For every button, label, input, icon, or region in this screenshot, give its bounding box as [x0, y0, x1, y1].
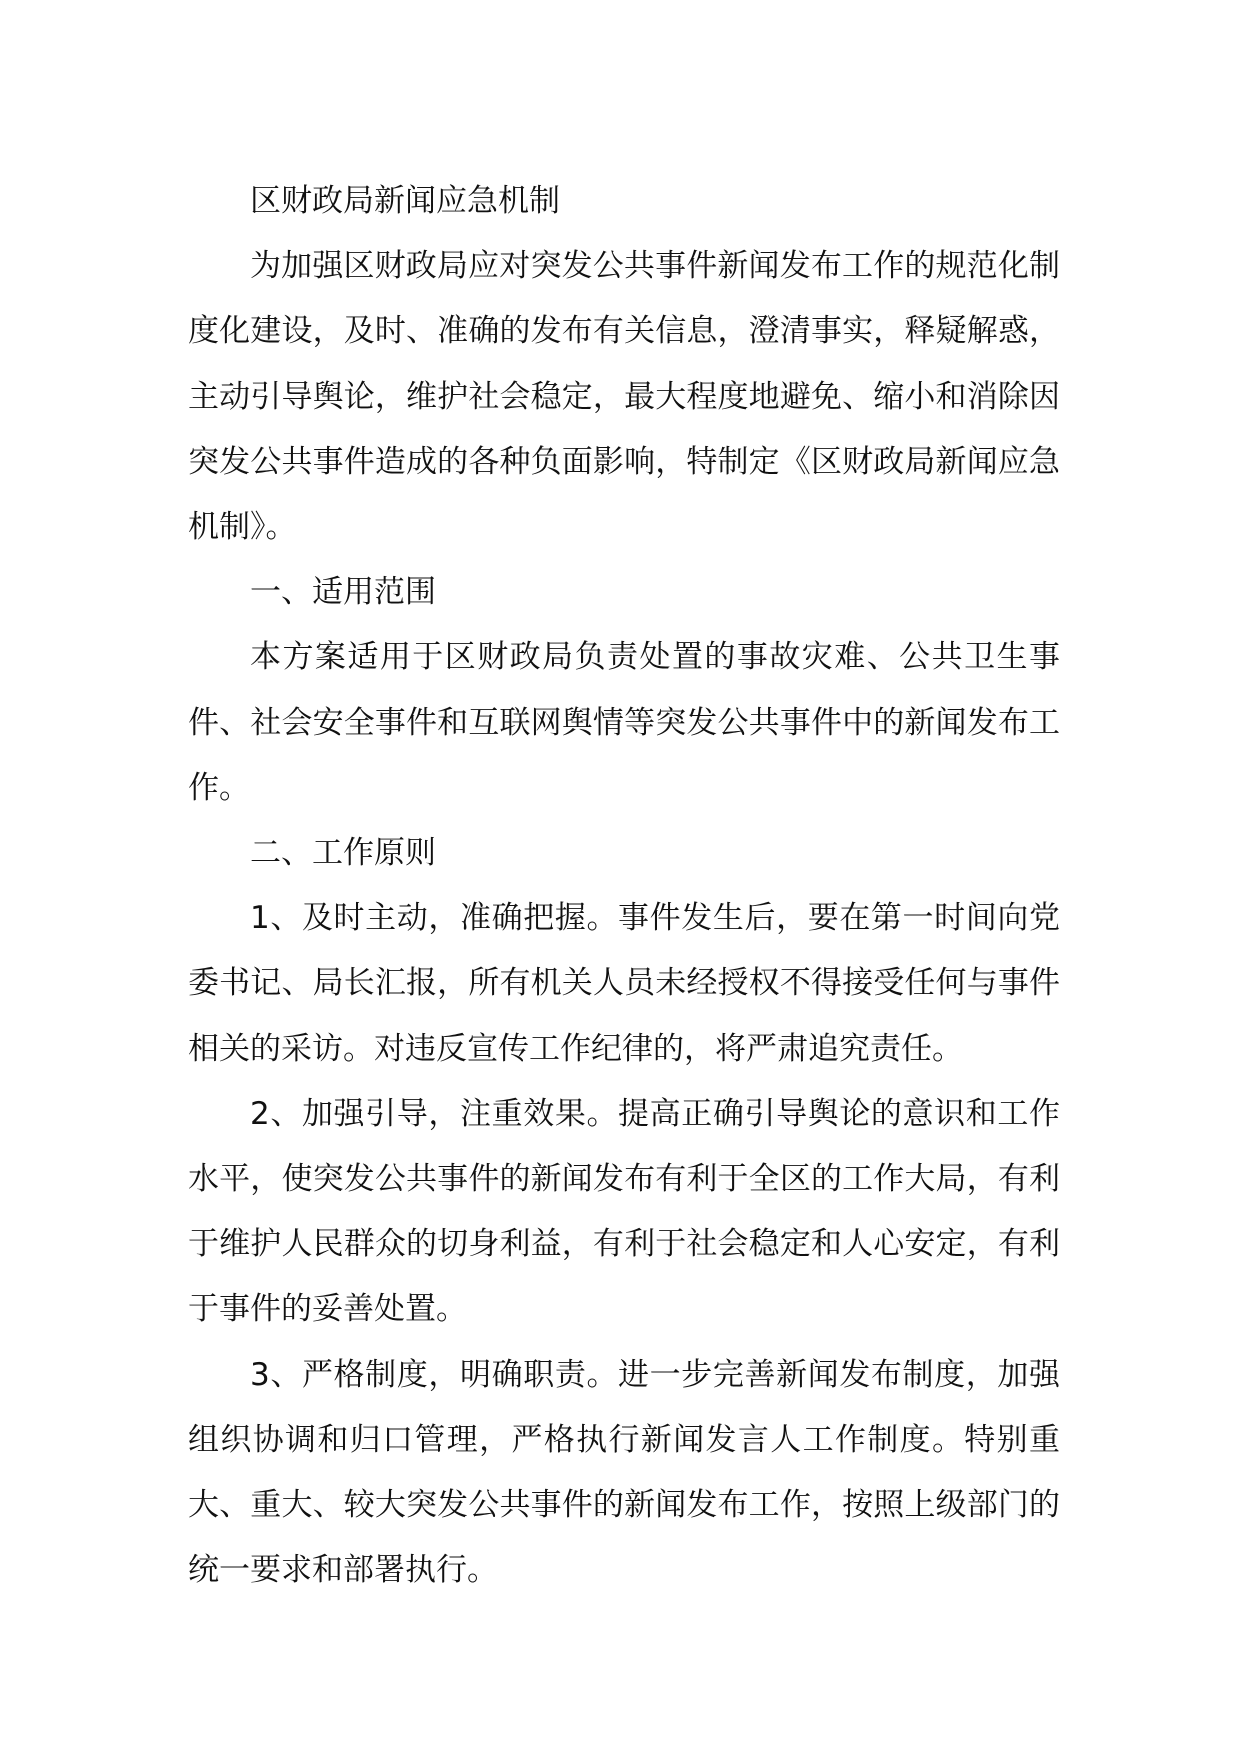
paragraph-principle-2: 2、加强引导，注重效果。提高正确引导舆论的意识和工作水平，使突发公共事件的新闻发布有利于全区的工作大局，有利于维护人民群众的切身利益，有利于社会稳定和人心安定，有利于事件的妥善处置。: [188, 1095, 1060, 1328]
document-title: 区财政局新闻应急机制: [250, 183, 560, 219]
document-body: [188, 169, 1060, 1603]
paragraph-principle-1: 1、及时主动，准确把握。事件发生后，要在第一时间向党委书记、局长汇报，所有机关人员未经授权不得接受任何与事件相关的采访。对违反宣传工作纪律的，将严肃追究责任。: [188, 900, 1060, 1067]
paragraph-principle-3: 3、严格制度，明确职责。进一步完善新闻发布制度，加强组织协调和归口管理，严格执行新闻发言人工作制度。特别重大、重大、较大突发公共事件的新闻发布工作，按照上级部门的统一要求和部署执行。: [188, 1356, 1060, 1589]
paragraph-intro: 为加强区财政局应对突发公共事件新闻发布工作的规范化制度化建设，及时、准确的发布有关信息，澄清事实，释疑解惑，主动引导舆论，维护社会稳定，最大程度地避免、缩小和消除因突发公共事件造成的各种负面影响，特制定《区财政局新闻应急机制》。: [188, 248, 1060, 546]
section-heading-principles: 二、工作原则: [250, 835, 436, 872]
paragraph-scope: 本方案适用于区财政局负责处置的事故灾难、公共卫生事件、社会安全事件和互联网舆情等突发公共事件中的新闻发布工作。: [188, 639, 1060, 806]
section-heading-scope: 一、适用范围: [250, 574, 436, 611]
